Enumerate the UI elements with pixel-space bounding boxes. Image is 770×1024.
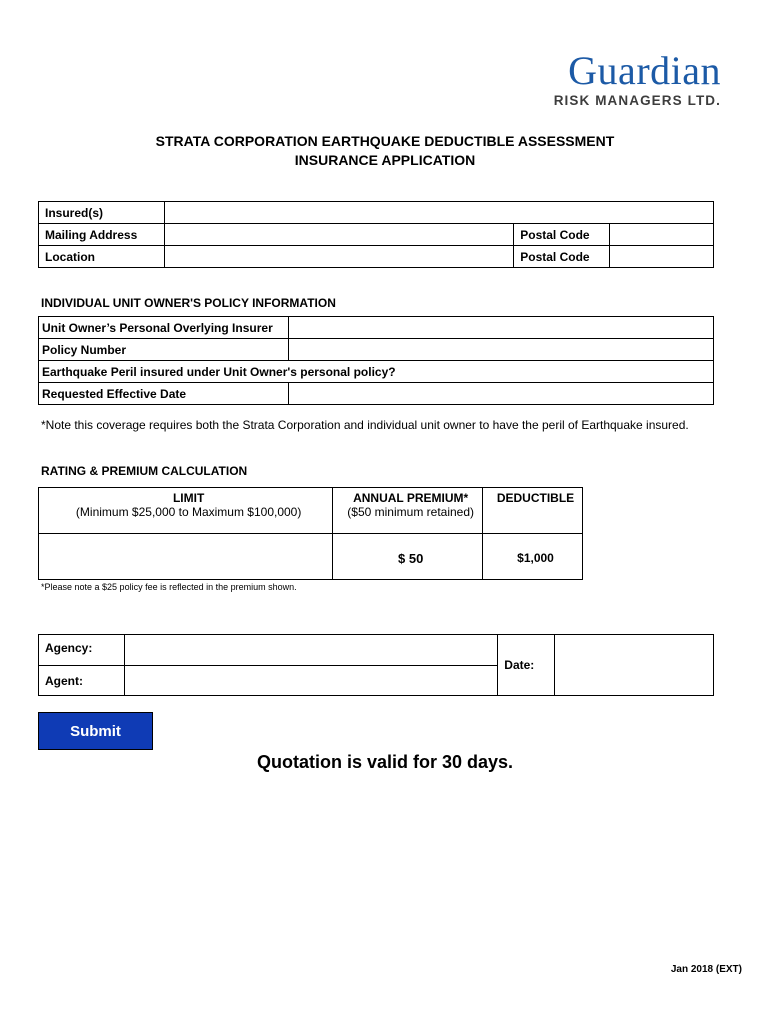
insured-label: Insured(s) [39, 202, 165, 224]
rating-table [38, 487, 583, 580]
page-subtitle: INSURANCE APPLICATION [294, 152, 476, 168]
effective-date-field[interactable] [288, 383, 713, 405]
logo-name: Guardian [568, 48, 721, 93]
location-field[interactable] [164, 246, 513, 268]
unit-owner-heading: INDIVIDUAL UNIT OWNER'S POLICY INFORMATION [41, 296, 336, 310]
agency-field[interactable] [124, 635, 497, 666]
postal-code-label: Postal Code [514, 224, 610, 246]
date-label: Date: [498, 635, 555, 696]
premium-value: $ 50 [333, 534, 483, 580]
insured-field[interactable] [164, 202, 713, 224]
agent-label: Agent: [39, 666, 125, 696]
location-postal-code-label: Postal Code [514, 246, 610, 268]
premium-header-note: ($50 minimum retained) [347, 505, 475, 519]
quote-validity: Quotation is valid for 30 days. [256, 752, 514, 772]
agency-table [38, 634, 714, 696]
earthquake-peril-question[interactable]: Earthquake Peril insured under Unit Owner's personal policy? [39, 361, 714, 383]
premium-header [333, 488, 483, 534]
insurer-label: Unit Owner’s Personal Overlying Insurer [39, 317, 289, 339]
mailing-address-label: Mailing Address [39, 224, 165, 246]
policy-fee-note: *Please note a $25 policy fee is reflected in the premium shown. [41, 582, 297, 592]
submit-button[interactable]: Submit [38, 712, 153, 750]
effective-date-label: Requested Effective Date [39, 383, 289, 405]
unit-owner-table [38, 316, 714, 405]
premium-header-title: ANNUAL PREMIUM* [353, 491, 469, 505]
date-field[interactable] [555, 635, 714, 696]
deductible-header: DEDUCTIBLE [483, 488, 583, 534]
limit-header-title: LIMIT [172, 491, 205, 505]
location-label: Location [39, 246, 165, 268]
deductible-value: $1,000 [483, 534, 583, 580]
form-version: Jan 2018 (EXT) [670, 964, 742, 975]
agent-field[interactable] [124, 666, 497, 696]
rating-heading: RATING & PREMIUM CALCULATION [41, 464, 248, 478]
limit-field[interactable] [39, 534, 333, 580]
insurer-field[interactable] [288, 317, 713, 339]
agency-label: Agency: [39, 635, 125, 666]
policy-number-field[interactable] [288, 339, 713, 361]
page-title: STRATA CORPORATION EARTHQUAKE DEDUCTIBLE ASSESSMENT [155, 133, 615, 149]
logo-tagline: RISK MANAGERS LTD. [553, 93, 721, 108]
policy-number-label: Policy Number [39, 339, 289, 361]
limit-header-range: (Minimum $25,000 to Maximum $100,000) [75, 505, 302, 519]
insured-table [38, 201, 714, 268]
coverage-note: *Note this coverage requires both the Strata Corporation and individual unit owner to have the peril of Earthquake insured. [41, 418, 689, 432]
location-postal-code-field[interactable] [610, 246, 714, 268]
limit-header [39, 488, 333, 534]
mailing-address-field[interactable] [164, 224, 513, 246]
postal-code-field[interactable] [610, 224, 714, 246]
